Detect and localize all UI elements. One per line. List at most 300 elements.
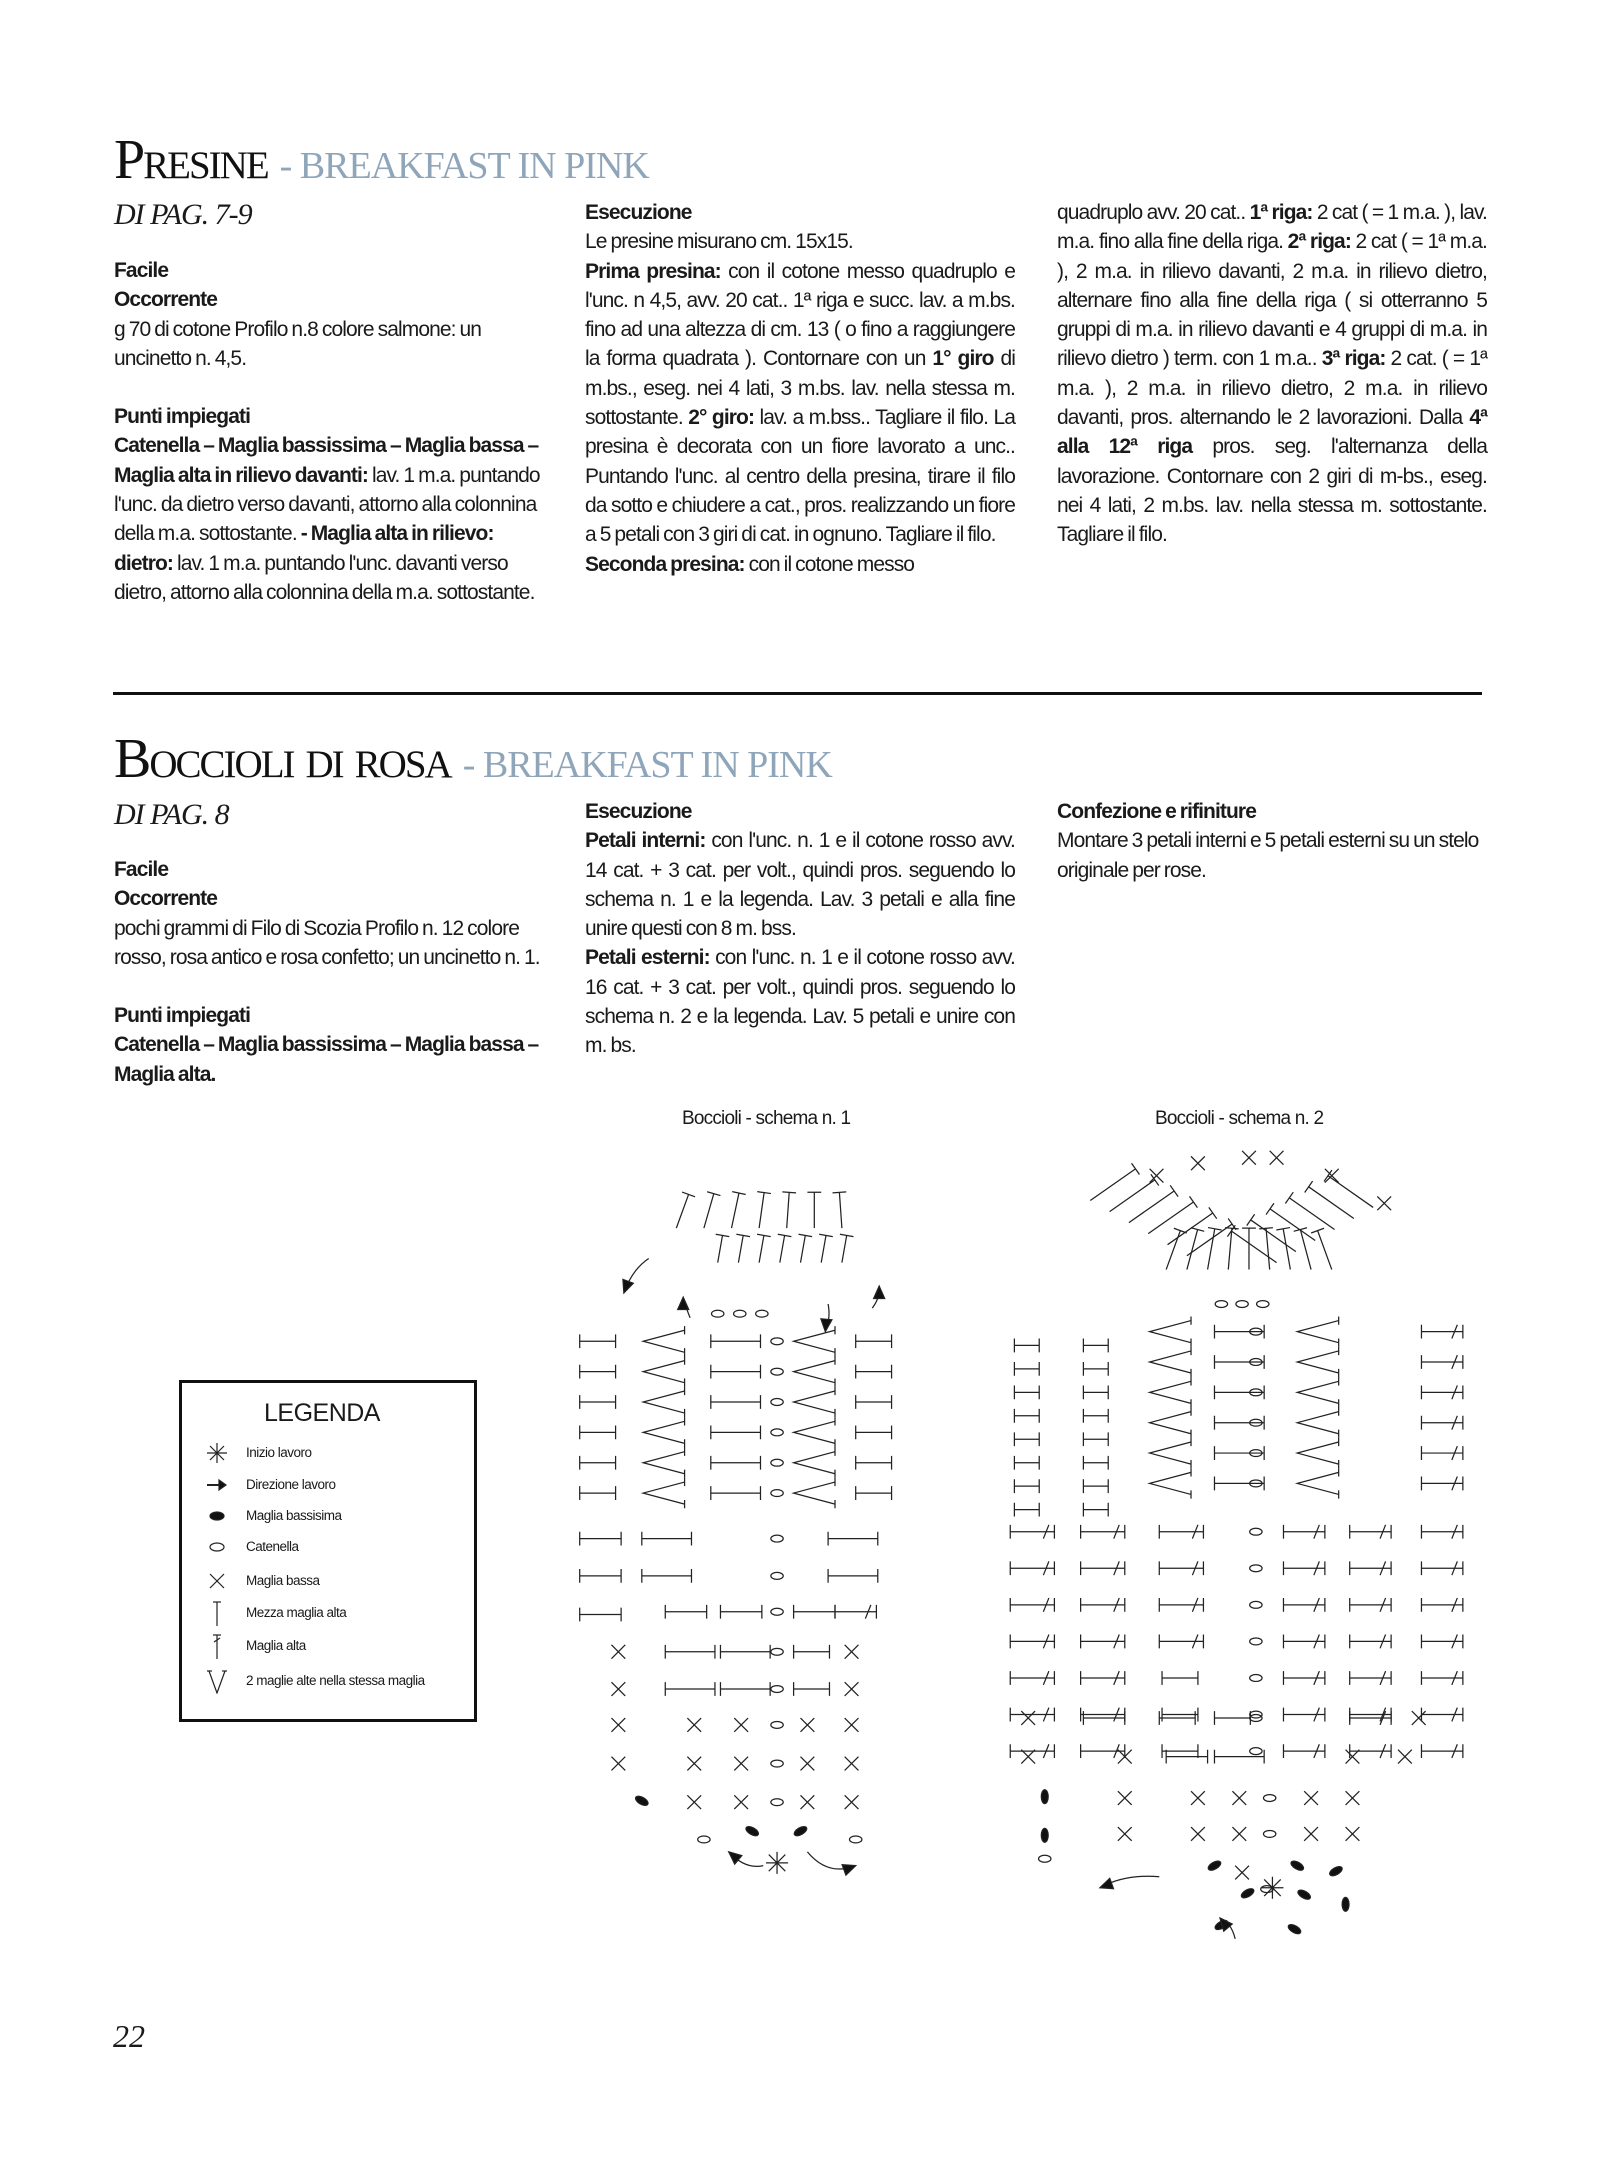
- chain-symbol: [771, 1686, 783, 1693]
- chain-symbol: [1250, 1528, 1262, 1535]
- stitch-symbol: [1214, 1385, 1264, 1399]
- stitch-symbol: [856, 1395, 892, 1409]
- chain-symbol: [1250, 1675, 1262, 1682]
- chain-symbol: [1263, 1795, 1275, 1802]
- stitch-symbol: [798, 1234, 812, 1262]
- stitch-symbol: [782, 1192, 796, 1228]
- stitch-symbol: [665, 1682, 715, 1696]
- stitch-symbol: [1214, 1477, 1264, 1491]
- chain-symbol: [1250, 1565, 1262, 1572]
- chain-symbol: [1250, 1638, 1262, 1645]
- stitch-symbol: [794, 1645, 830, 1659]
- text: con il cotone messo quadruplo e l'unc. n 4,5, avv. 20 cat.. 1ª riga e succ. lav. a m.bs. fino ad una altezza di cm. 13 ( o fino a raggiungere la forma quadrata ). Contornare con un: [585, 259, 1015, 371]
- stitch-symbol: [1010, 1525, 1054, 1539]
- stitch-symbol: [580, 1334, 616, 1348]
- single-crochet-symbol: [687, 1757, 701, 1771]
- single-crochet-symbol: [687, 1718, 701, 1732]
- stitch-symbol: [1283, 1525, 1324, 1539]
- v-stitch-symbol: [643, 1387, 684, 1417]
- single-crochet-symbol: [1191, 1827, 1205, 1841]
- single-crochet-symbol: [801, 1795, 815, 1809]
- single-crochet-symbol: [1118, 1791, 1132, 1805]
- bold-text: Punti impiegati: [114, 1004, 251, 1028]
- v-stitch-symbol: [1297, 1408, 1338, 1438]
- v-stitch-symbol: [1150, 1316, 1191, 1346]
- stitch-symbol: [704, 1192, 721, 1228]
- bold-text: 4ª alla 12ª riga: [1057, 406, 1487, 459]
- legend-label: 2 maglie alte nella stessa maglia: [246, 1673, 425, 1688]
- start-symbol: [1261, 1877, 1283, 1899]
- stitch-symbol: [1266, 1203, 1315, 1240]
- v-stitch-symbol: [643, 1326, 684, 1356]
- stitch-symbol: [856, 1425, 892, 1439]
- slip-stitch-symbol: [1207, 1859, 1222, 1872]
- single-crochet-symbol: [1346, 1791, 1360, 1805]
- single-crochet-symbol: [1304, 1791, 1318, 1805]
- stitch-symbol: [1014, 1479, 1039, 1493]
- chain-symbol: [771, 1368, 783, 1375]
- v-stitch-symbol: [1150, 1347, 1191, 1377]
- v-stitch-symbol: [643, 1448, 684, 1478]
- stitch-symbol: [1421, 1598, 1462, 1612]
- stitch-symbol: [1166, 1228, 1187, 1269]
- v-stitch-symbol: [794, 1387, 835, 1417]
- legend-label: Maglia alta: [246, 1638, 306, 1653]
- single-crochet-symbol: [1412, 1711, 1426, 1725]
- bold-text: Occorrente: [114, 288, 218, 312]
- slip-stitch-symbol: [1287, 1923, 1302, 1936]
- stitch-symbol: [1081, 1708, 1125, 1722]
- stitch-symbol: [1014, 1385, 1039, 1399]
- stitch-symbol: [1276, 1228, 1290, 1270]
- bold-text: 2ª riga:: [1287, 230, 1351, 254]
- stitch-symbol: [1081, 1561, 1125, 1575]
- stitch-symbol: [1083, 1385, 1108, 1399]
- single-crochet-symbol: [1346, 1750, 1360, 1764]
- slip-stitch-symbol: [793, 1825, 808, 1838]
- stitch-symbol: [642, 1569, 692, 1583]
- arrow-head: [842, 1865, 856, 1875]
- stitch-symbol: [1214, 1750, 1264, 1764]
- bold-text: Facile: [114, 858, 169, 881]
- stitch-symbol: [736, 1234, 750, 1262]
- single-crochet-symbol: [611, 1757, 625, 1771]
- v-stitch-symbol: [1150, 1468, 1191, 1498]
- chain-symbol: [1257, 1301, 1269, 1308]
- text: 2 cat. ( = 1ª m.a. ), 2 m.a. in rilievo dietro, 2 m.a. in rilievo davanti, pros. alternando le 2 lavorazioni. Dalla: [1057, 347, 1487, 430]
- presine-title: Presine - BREAKFAST IN PINK: [114, 129, 649, 191]
- single-crochet-symbol: [1021, 1711, 1035, 1725]
- text: con l'unc. n. 1 e il cotone rosso avv. 14 cat. + 3 cat. per volt., quindi pros. seguendo lo schema n. 1 e la legenda. Lav. 3 petali e alla fine unire questi con 8 m. bss.: [585, 829, 1015, 941]
- arrow-head: [1100, 1878, 1114, 1888]
- single-crochet-symbol: [687, 1795, 701, 1809]
- v-stitch-symbol: [1297, 1347, 1338, 1377]
- stitch-symbol: [757, 1192, 771, 1228]
- stitch-symbol: [1285, 1192, 1334, 1229]
- stitch-symbol: [1350, 1708, 1391, 1722]
- slip-stitch-symbol: [1041, 1828, 1048, 1842]
- stitch-symbol: [1421, 1635, 1462, 1649]
- stitch-symbol: [1350, 1744, 1391, 1758]
- stitch-symbol: [1421, 1446, 1462, 1460]
- slip-stitch-symbol: [1290, 1859, 1305, 1872]
- stitch-symbol: [580, 1569, 621, 1583]
- text: Le presine misurano cm. 15x15.: [585, 230, 853, 254]
- stitch-symbol: [1421, 1561, 1462, 1575]
- v-stitch-symbol: [1297, 1316, 1338, 1346]
- stitch-symbol: [580, 1486, 616, 1500]
- stitch-symbol: [1283, 1671, 1324, 1685]
- chain-symbol: [1215, 1301, 1227, 1308]
- stitch-symbol: [1421, 1325, 1462, 1339]
- stitch-symbol: [676, 1192, 695, 1228]
- stitch-symbol: [1214, 1355, 1264, 1369]
- chain-symbol: [771, 1648, 783, 1655]
- stitch-symbol: [1421, 1355, 1462, 1369]
- chain-symbol: [1263, 1830, 1275, 1837]
- legend-label: Direzione lavoro: [246, 1477, 336, 1492]
- stitch-symbol: [757, 1234, 771, 1262]
- slip-stitch-symbol: [1240, 1887, 1255, 1900]
- stitch-symbol: [828, 1569, 878, 1583]
- text: con il cotone messo: [744, 552, 915, 576]
- v-stitch-symbol: [1150, 1438, 1191, 1468]
- stitch-symbol: [856, 1486, 892, 1500]
- stitch-symbol: [1014, 1409, 1039, 1423]
- text: 2 cat ( = 1ª m.a. ), 2 m.a. in rilievo davanti, 2 m.a. in rilievo dietro, alternare fino alla fine della riga ( si otterranno 5 gruppi di m.a. in rilievo davanti e 4 gruppi di m.a. in rilievo dietro ) term. con 1 m.a..: [1057, 230, 1487, 371]
- slip-stitch-symbol: [1296, 1888, 1311, 1901]
- stitch-symbol: [1081, 1744, 1125, 1758]
- text: di m.bs., eseg. nei 4 lati, 3 m.bs. lav. nella stessa m. sottostante.: [585, 347, 1015, 430]
- stitch-symbol: [580, 1425, 616, 1439]
- v-stitch-symbol: [794, 1417, 835, 1447]
- stitch-symbol: [1421, 1477, 1462, 1491]
- v-stitch-symbol: [1297, 1468, 1338, 1498]
- single-crochet-symbol: [1377, 1196, 1391, 1210]
- schema-2-caption: Boccioli - schema n. 2: [1155, 1108, 1324, 1129]
- single-crochet-symbol: [611, 1718, 625, 1732]
- stitch-symbol: [732, 1192, 746, 1229]
- schema-1-caption: Boccioli - schema n. 1: [682, 1108, 851, 1129]
- stitch-symbol: [711, 1395, 761, 1409]
- stitch-symbol: [1010, 1744, 1054, 1758]
- stitch-symbol: [580, 1608, 621, 1622]
- chain-symbol: [771, 1490, 783, 1497]
- single-crochet-symbol: [801, 1718, 815, 1732]
- stitch-symbol: [1083, 1456, 1108, 1470]
- bold-text: Seconda presina:: [585, 552, 745, 576]
- stitch-symbol: [807, 1192, 821, 1228]
- single-crochet-symbol: [734, 1757, 748, 1771]
- slip-stitch-symbol: [745, 1825, 760, 1838]
- stitch-symbol: [1081, 1671, 1125, 1685]
- stitch-symbol: [1283, 1708, 1324, 1722]
- stitch-symbol: [794, 1605, 835, 1619]
- bold-text: Esecuzione: [585, 800, 692, 823]
- stitch-symbol: [1083, 1432, 1108, 1446]
- stitch-symbol: [1159, 1711, 1195, 1725]
- bold-text: Facile: [114, 259, 169, 282]
- stitch-symbol: [580, 1532, 621, 1546]
- bold-text: Petali esterni:: [585, 946, 710, 970]
- stitch-symbol: [1421, 1416, 1462, 1430]
- chain-symbol: [849, 1836, 861, 1843]
- bold-text: Prima presina:: [585, 259, 721, 283]
- stitch-symbol: [1014, 1362, 1039, 1376]
- chain-symbol: [771, 1799, 783, 1806]
- bold-text: 1ª riga:: [1249, 201, 1313, 224]
- chain-symbol: [771, 1459, 783, 1466]
- stitch-symbol: [778, 1234, 792, 1262]
- bold-text: Esecuzione: [585, 201, 692, 224]
- stitch-symbol: [1010, 1561, 1054, 1575]
- slip-stitch-symbol: [1328, 1865, 1343, 1878]
- chain-symbol: [771, 1760, 783, 1767]
- bold-text: 2° giro:: [688, 406, 755, 430]
- text: pros. seg. l'alternanza della lavorazione. Contornare con 2 giri di m-bs., eseg. nei 4 lati, 2 m.bs. lav. nella stessa m. sottostante. Tagliare il filo.: [1057, 435, 1487, 547]
- single-crochet-symbol: [1242, 1151, 1256, 1165]
- stitch-symbol: [1350, 1561, 1391, 1575]
- chain-symbol: [771, 1535, 783, 1542]
- stitch-symbol: [1247, 1214, 1296, 1251]
- stitch-symbol: [1350, 1635, 1391, 1649]
- text: lav. 1 m.a. puntando l'unc. da dietro verso davanti, attorno alla colonnina della m.a. sottostante.: [114, 463, 540, 546]
- stitch-symbol: [856, 1334, 892, 1348]
- stitch-symbol: [1110, 1174, 1159, 1211]
- stitch-symbol: [828, 1532, 878, 1546]
- text: g 70 di cotone Profilo n.8 colore salmone: un uncinetto n. 4,5.: [114, 317, 482, 370]
- stitch-symbol: [665, 1605, 706, 1619]
- legend-label: Inizio lavoro: [246, 1445, 312, 1460]
- stitch-symbol: [580, 1365, 616, 1379]
- chain-symbol: [1039, 1855, 1051, 1862]
- stitch-symbol: [580, 1456, 616, 1470]
- stitch-symbol: [833, 1192, 847, 1228]
- arrow-head: [821, 1319, 832, 1332]
- stitch-symbol: [1242, 1228, 1256, 1269]
- legend-label: Maglia bassa: [246, 1573, 320, 1588]
- v-stitch-symbol: [794, 1478, 835, 1508]
- stitch-symbol: [720, 1605, 761, 1619]
- stitch-symbol: [1083, 1479, 1108, 1493]
- stitch-symbol: [1166, 1750, 1207, 1764]
- stitch-symbol: [1014, 1432, 1039, 1446]
- single-crochet-symbol: [1235, 1866, 1249, 1880]
- stitch-symbol: [720, 1645, 770, 1659]
- single-crochet-symbol: [1021, 1750, 1035, 1764]
- single-crochet-symbol: [611, 1645, 625, 1659]
- v-stitch-symbol: [1297, 1377, 1338, 1407]
- stitch-symbol: [711, 1334, 761, 1348]
- text: quadruplo avv. 20 cat..: [1057, 201, 1250, 224]
- arrow-head: [623, 1279, 633, 1293]
- chain-symbol: [756, 1310, 768, 1317]
- stitch-symbol: [711, 1456, 761, 1470]
- stitch-symbol: [1010, 1598, 1054, 1612]
- single-crochet-symbol: [845, 1757, 859, 1771]
- legend-title: LEGENDA: [264, 1399, 380, 1427]
- stitch-symbol: [1350, 1525, 1391, 1539]
- stitch-symbol: [1083, 1339, 1108, 1353]
- stitch-symbol: [1081, 1525, 1125, 1539]
- legend-label: Mezza maglia alta: [246, 1605, 347, 1620]
- stitch-symbol: [1081, 1598, 1125, 1612]
- slip-stitch-symbol: [634, 1794, 649, 1807]
- v-stitch-symbol: [794, 1326, 835, 1356]
- bold-text: Punti impiegati: [114, 405, 251, 429]
- arrow-head: [874, 1286, 885, 1298]
- v-stitch-symbol: [794, 1448, 835, 1478]
- chain-symbol: [771, 1721, 783, 1728]
- single-crochet-symbol: [845, 1718, 859, 1732]
- single-crochet-symbol: [845, 1682, 859, 1696]
- single-crochet-symbol: [1346, 1827, 1360, 1841]
- single-crochet-symbol: [1191, 1791, 1205, 1805]
- chain-symbol: [771, 1608, 783, 1615]
- stitch-symbol: [1014, 1503, 1039, 1517]
- bold-text: - Maglia alta in rilievo: dietro:: [114, 522, 494, 575]
- stitch-symbol: [819, 1234, 833, 1262]
- stitch-symbol: [711, 1365, 761, 1379]
- v-stitch-symbol: [643, 1478, 684, 1508]
- chain-symbol: [1250, 1748, 1262, 1755]
- stitch-symbol: [580, 1395, 616, 1409]
- stitch-symbol: [856, 1456, 892, 1470]
- stitch-symbol: [1350, 1671, 1391, 1685]
- single-crochet-symbol: [734, 1718, 748, 1732]
- stitch-symbol: [1350, 1711, 1391, 1725]
- stitch-symbol: [1083, 1503, 1108, 1517]
- arrow-head: [729, 1852, 742, 1864]
- legend-label: Catenella: [246, 1539, 299, 1554]
- single-crochet-symbol: [1270, 1151, 1284, 1165]
- stitch-symbol: [1148, 1196, 1197, 1233]
- stitch-symbol: [1083, 1362, 1108, 1376]
- stitch-symbol: [840, 1234, 854, 1262]
- stitch-symbol: [1305, 1181, 1354, 1218]
- v-stitch-symbol: [643, 1417, 684, 1447]
- chain-symbol: [771, 1338, 783, 1345]
- stitch-symbol: [1083, 1409, 1108, 1423]
- stitch-symbol: [1421, 1385, 1462, 1399]
- stitch-symbol: [794, 1682, 830, 1696]
- stitch-symbol: [1350, 1598, 1391, 1612]
- stitch-symbol: [1010, 1671, 1054, 1685]
- stitch-symbol: [1214, 1416, 1264, 1430]
- stitch-symbol: [1283, 1744, 1324, 1758]
- stitch-symbol: [1214, 1711, 1250, 1725]
- start-symbol: [766, 1852, 788, 1874]
- stitch-symbol: [1162, 1708, 1198, 1722]
- stitch-symbol: [1159, 1635, 1203, 1649]
- single-crochet-symbol: [845, 1795, 859, 1809]
- single-crochet-symbol: [801, 1757, 815, 1771]
- stitch-symbol: [1294, 1228, 1311, 1270]
- legend-label: Maglia bassisima: [246, 1508, 342, 1523]
- stitch-symbol: [856, 1365, 892, 1379]
- stitch-symbol: [665, 1645, 715, 1659]
- bold-text: Catenella – Maglia bassissima – Maglia bassa – Maglia alta in rilievo davanti:: [114, 434, 539, 487]
- stitch-symbol: [1283, 1598, 1324, 1612]
- v-stitch-symbol: [1297, 1438, 1338, 1468]
- presine-page-ref: DI PAG. 7-9: [114, 198, 252, 231]
- stitch-symbol: [1187, 1228, 1204, 1270]
- stitch-symbol: [1159, 1598, 1203, 1612]
- stitch-symbol: [711, 1486, 761, 1500]
- stitch-symbol: [1014, 1456, 1039, 1470]
- stitch-symbol: [711, 1425, 761, 1439]
- single-crochet-symbol: [1232, 1827, 1246, 1841]
- stitch-symbol: [1214, 1325, 1264, 1339]
- text: pochi grammi di Filo di Scozia Profilo n. 12 colore rosso, rosa antico e rosa confetto; un uncinetto n. 1.: [114, 916, 540, 969]
- single-crochet-symbol: [1118, 1827, 1132, 1841]
- stitch-symbol: [1090, 1163, 1139, 1200]
- bold-text: Occorrente: [114, 887, 218, 911]
- chain-symbol: [771, 1429, 783, 1436]
- stitch-symbol: [1421, 1744, 1462, 1758]
- text: lav. a m.bss.. Tagliare il filo. La presina è decorata con un fiore lavorato a unc.. Puntando l'unc. al centro della presina, tirare il filo da sotto e chiudere a cat., pros. realizzando un fiore a 5 petali con 3 giri di cat. in ognuno. Tagliare il filo.: [585, 406, 1016, 547]
- stitch-symbol: [1081, 1635, 1125, 1649]
- text: 2 cat ( = 1 m.a. ), lav. m.a. fino alla fine della riga.: [1057, 201, 1487, 254]
- slip-stitch-symbol: [1041, 1790, 1048, 1804]
- stitch-symbol: [1162, 1671, 1198, 1685]
- stitch-symbol: [1083, 1711, 1124, 1725]
- stitch-symbol: [716, 1234, 730, 1262]
- page-number: 22: [113, 2018, 145, 2054]
- bold-text: Catenella – Maglia bassissima – Maglia bassa – Maglia alta.: [114, 1033, 539, 1086]
- boccioli-page-ref: DI PAG. 8: [114, 798, 229, 831]
- stitch-symbol: [1129, 1185, 1178, 1222]
- single-crochet-symbol: [734, 1795, 748, 1809]
- v-stitch-symbol: [643, 1356, 684, 1386]
- stitch-symbol: [1214, 1446, 1264, 1460]
- arrow-head: [678, 1297, 689, 1309]
- stitch-symbol: [1159, 1561, 1203, 1575]
- chain-symbol: [1250, 1601, 1262, 1608]
- chain-symbol: [711, 1310, 723, 1317]
- stitch-symbol: [1421, 1671, 1462, 1685]
- text: con l'unc. n. 1 e il cotone rosso avv. 16 cat. + 3 cat. per volt., quindi pros. seguendo lo schema n. 2 e la legenda. Lav. 5 petali e unire con m. bs.: [585, 946, 1015, 1058]
- text: lav. 1 m.a. puntando l'unc. davanti verso dietro, attorno alla colonnina della m.a. sottostante.: [114, 551, 535, 604]
- stitch-symbol: [1283, 1635, 1324, 1649]
- chain-symbol: [698, 1836, 710, 1843]
- bold-text: Petali interni:: [585, 829, 706, 853]
- chain-symbol: [734, 1310, 746, 1317]
- single-crochet-symbol: [611, 1682, 625, 1696]
- chain-symbol: [1236, 1301, 1248, 1308]
- stitch-symbol: [1014, 1339, 1039, 1353]
- single-crochet-symbol: [845, 1645, 859, 1659]
- single-crochet-symbol: [1304, 1827, 1318, 1841]
- bold-text: 1° giro: [932, 347, 994, 371]
- stitch-symbol: [1208, 1228, 1222, 1270]
- stitch-symbol: [1421, 1708, 1462, 1722]
- slip-stitch-symbol: [1342, 1897, 1349, 1911]
- stitch-symbol: [1010, 1635, 1054, 1649]
- single-crochet-symbol: [1191, 1156, 1205, 1170]
- stitch-symbol: [642, 1532, 692, 1546]
- stitch-symbol: [1283, 1561, 1324, 1575]
- stitch-symbol: [1227, 1225, 1276, 1262]
- single-crochet-symbol: [1398, 1750, 1412, 1764]
- stitch-symbol: [1162, 1744, 1198, 1758]
- v-stitch-symbol: [1150, 1377, 1191, 1407]
- v-stitch-symbol: [794, 1356, 835, 1386]
- chain-symbol: [771, 1572, 783, 1579]
- stitch-symbol: [1421, 1525, 1462, 1539]
- stitch-symbol: [1168, 1207, 1217, 1244]
- chain-symbol: [771, 1399, 783, 1406]
